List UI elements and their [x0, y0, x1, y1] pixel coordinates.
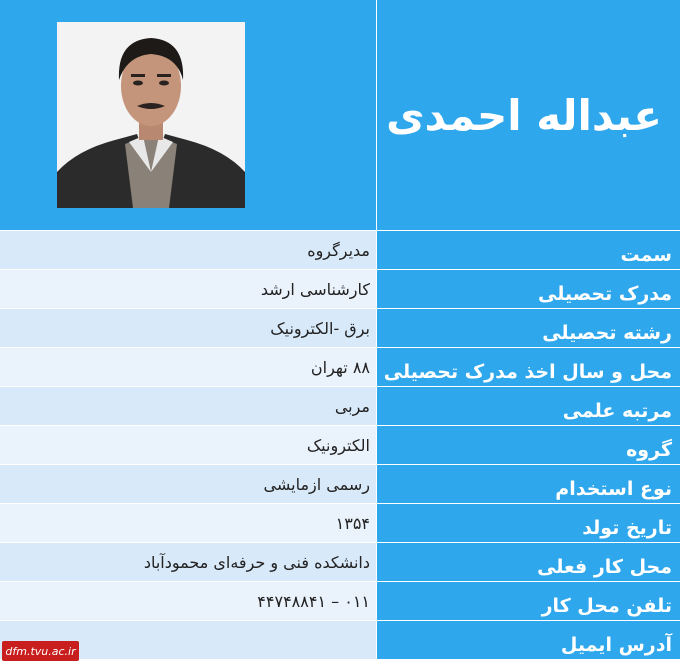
field-label: نوع استخدام	[376, 465, 680, 503]
table-row	[0, 230, 680, 269]
field-label: آدرس ایمیل	[376, 621, 680, 659]
info-table	[0, 230, 680, 659]
field-label: محل و سال اخذ مدرک تحصیلی	[376, 348, 680, 386]
field-label: تاریخ تولد	[376, 504, 680, 542]
table-row	[0, 425, 680, 464]
field-value: ۱۳۵۴	[0, 504, 376, 542]
field-label: رشته تحصیلی	[376, 309, 680, 347]
field-value: الکترونیک	[0, 426, 376, 464]
field-value: کارشناسی ارشد	[0, 270, 376, 308]
table-row	[0, 386, 680, 425]
site-watermark[interactable]: dfm.tvu.ac.ir	[2, 641, 79, 661]
field-value: مدیرگروه	[0, 231, 376, 269]
table-row	[0, 542, 680, 581]
field-value: برق -الکترونیک	[0, 309, 376, 347]
profile-photo	[57, 22, 245, 208]
table-row	[0, 464, 680, 503]
field-label: مرتبه علمی	[376, 387, 680, 425]
field-label: محل کار فعلی	[376, 543, 680, 581]
field-label: تلفن محل کار	[376, 582, 680, 620]
field-label: گروه	[376, 426, 680, 464]
profile-name: عبداله احمدی	[386, 90, 662, 140]
table-row	[0, 620, 680, 659]
table-row	[0, 308, 680, 347]
field-value: ۰۱۱ – ۴۴۷۴۸۸۴۱	[0, 582, 376, 620]
table-row	[0, 581, 680, 620]
table-row	[0, 503, 680, 542]
field-label: مدرک تحصیلی	[376, 270, 680, 308]
table-row	[0, 269, 680, 308]
name-panel	[376, 0, 680, 230]
field-value: ۸۸ تهران	[0, 348, 376, 386]
field-value: دانشکده فنی و حرفه‌ای محمودآباد	[0, 543, 376, 581]
photo-panel	[0, 0, 376, 230]
field-value: مربی	[0, 387, 376, 425]
field-value: رسمی ازمایشی	[0, 465, 376, 503]
field-label: سمت	[376, 231, 680, 269]
table-row	[0, 347, 680, 386]
